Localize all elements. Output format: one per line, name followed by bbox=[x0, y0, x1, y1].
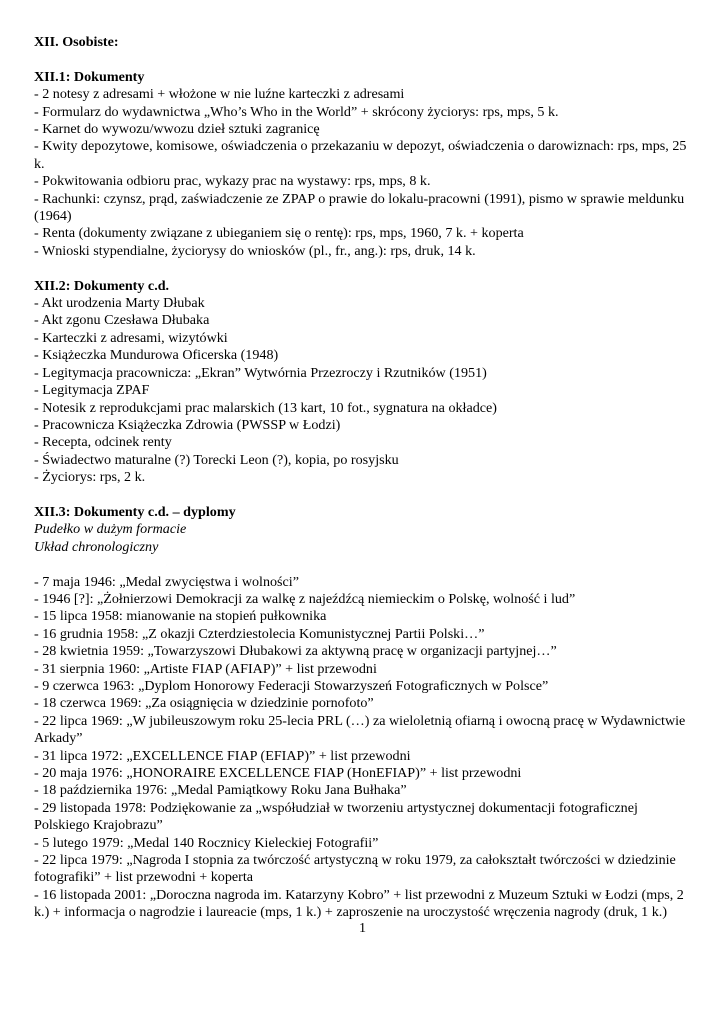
spacer bbox=[34, 51, 694, 68]
list-item: - Renta (dokumenty związane z ubieganiem się o rentę): rps, mps, 1960, 7 k. + koperta bbox=[34, 225, 524, 242]
list-item: - 2 notesy z adresami + włożone w nie luźne karteczki z adresami bbox=[34, 86, 405, 103]
list-item: - Legitymacja ZPAF bbox=[34, 382, 150, 399]
list-item: - 16 grudnia 1958: „Z okazji Czterdziestolecia Komunistycznej Partii Polski…” bbox=[34, 625, 485, 642]
list-item: - 1946 [?]: „Żołnierzowi Demokracji za walkę z najeźdźcą niemieckim o Polskę, wolność i lud” bbox=[34, 590, 576, 607]
list-item: - 28 kwietnia 1959: „Towarzyszowi Dłubakowi za aktywną pracę w organizacji partyjnej…” bbox=[34, 643, 557, 660]
list-item: - Karnet do wywozu/wwozu dzieł sztuki zagranicę bbox=[34, 121, 320, 138]
section-3-subtitle: Układ chronologiczny bbox=[34, 538, 159, 555]
list-item: - Akt zgonu Czesława Dłubaka bbox=[34, 312, 210, 329]
list-item: - Legitymacja pracownicza: „Ekran” Wytwórnia Przezroczy i Rzutników (1951) bbox=[34, 364, 487, 381]
list-item: - Życiorys: rps, 2 k. bbox=[34, 469, 146, 486]
spacer bbox=[34, 556, 694, 573]
list-item: - Świadectwo maturalne (?) Torecki Leon (?), kopia, po rosyjsku bbox=[34, 451, 399, 468]
list-item: - Wnioski stypendialne, życiorysy do wniosków (pl., fr., ang.): rps, druk, 14 k. bbox=[34, 242, 476, 259]
section-3-title: XII.3: Dokumenty c.d. – dyplomy bbox=[34, 503, 236, 520]
list-item: - Pokwitowania odbioru prac, wykazy prac na wystawy: rps, mps, 8 k. bbox=[34, 173, 431, 190]
page-number: 1 bbox=[358, 920, 367, 936]
section-3-list bbox=[34, 574, 694, 922]
list-item: - Kwity depozytowe, komisowe, oświadczenia o przekazaniu w depozyt, oświadczenia o darowiznach: rps, mps, 25 k. bbox=[34, 138, 687, 172]
list-item: - Rachunki: czynsz, prąd, zaświadczenie ze ZPAP o prawie do lokalu-pracowni (1991), pismo w sprawie meldunku (1964) bbox=[34, 190, 685, 225]
list-item: - 18 czerwca 1969: „Za osiągnięcia w dziedzinie pornofoto” bbox=[34, 695, 374, 712]
section-1-list bbox=[34, 86, 694, 260]
list-item: - Recepta, odcinek renty bbox=[34, 434, 172, 451]
section-3-subtitle: Pudełko w dużym formacie bbox=[34, 521, 187, 538]
list-item: - 15 lipca 1958: mianowanie na stopień pułkownika bbox=[34, 608, 327, 625]
section-2-list bbox=[34, 295, 694, 486]
list-item: - Notesik z reprodukcjami prac malarskich (13 kart, 10 fot., sygnatura na okładce) bbox=[34, 399, 497, 416]
list-item: - 9 czerwca 1963: „Dyplom Honorowy Federacji Stowarzyszeń Fotograficznych w Polsce” bbox=[34, 677, 549, 694]
list-item: - 16 listopada 2001: „Doroczna nagroda im. Katarzyny Kobro” + list przewodni z Muzeum Sztuki w Łodzi (mps, 2 k.) + informacja o nagrodzie i laureacie (mps, 1 k.) + zaproszenie na uroczystość wręczenia nagrody (druk, 1 k.) bbox=[34, 886, 684, 921]
list-item: - Książeczka Mundurowa Oficerska (1948) bbox=[34, 347, 279, 364]
list-item: - Karteczki z adresami, wizytówki bbox=[34, 329, 228, 346]
list-item: - 5 lutego 1979: „Medal 140 Rocznicy Kieleckiej Fotografii” bbox=[34, 834, 379, 851]
list-item: - 29 listopada 1978: Podziękowanie za „współudział w tworzeniu artystycznej dokumentacji fotograficznej Polskiego Krajobrazu” bbox=[34, 799, 638, 834]
list-item: - 31 lipca 1972: „EXCELLENCE FIAP (EFIAP)” + list przewodni bbox=[34, 747, 411, 764]
list-item: - 7 maja 1946: „Medal zwycięstwa i wolności” bbox=[34, 573, 299, 590]
document-page bbox=[34, 34, 694, 922]
list-item: - Pracownicza Książeczka Zdrowia (PWSSP w Łodzi) bbox=[34, 416, 341, 433]
list-item: - 31 sierpnia 1960: „Artiste FIAP (AFIAP)” + list przewodni bbox=[34, 660, 377, 677]
list-item: - 20 maja 1976: „HONORAIRE EXCELLENCE FIAP (HonEFIAP)” + list przewodni bbox=[34, 765, 522, 781]
spacer bbox=[34, 260, 694, 277]
chapter-heading: XII. Osobiste: bbox=[34, 34, 119, 50]
list-item: - Formularz do wydawnictwa „Who’s Who in the World” + skrócony życiorys: rps, mps, 5 k. bbox=[34, 103, 559, 120]
list-item: - Akt urodzenia Marty Dłubak bbox=[34, 295, 205, 312]
list-item: - 18 października 1976: „Medal Pamiątkowy Roku Jana Bułhaka” bbox=[34, 782, 407, 799]
spacer bbox=[34, 487, 694, 504]
section-2-title: XII.2: Dokumenty c.d. bbox=[34, 277, 170, 294]
section-1-title: XII.1: Dokumenty bbox=[34, 68, 145, 85]
list-item: - 22 lipca 1969: „W jubileuszowym roku 25-lecia PRL (…) za wieloletnią ofiarną i owocną pracę w Wydawnictwie Arkady” bbox=[34, 712, 686, 747]
list-item: - 22 lipca 1979: „Nagroda I stopnia za twórczość artystyczną w roku 1979, za całokształt twórczości w dziedzinie fotografiki” + list przewodni + koperta bbox=[34, 852, 676, 886]
